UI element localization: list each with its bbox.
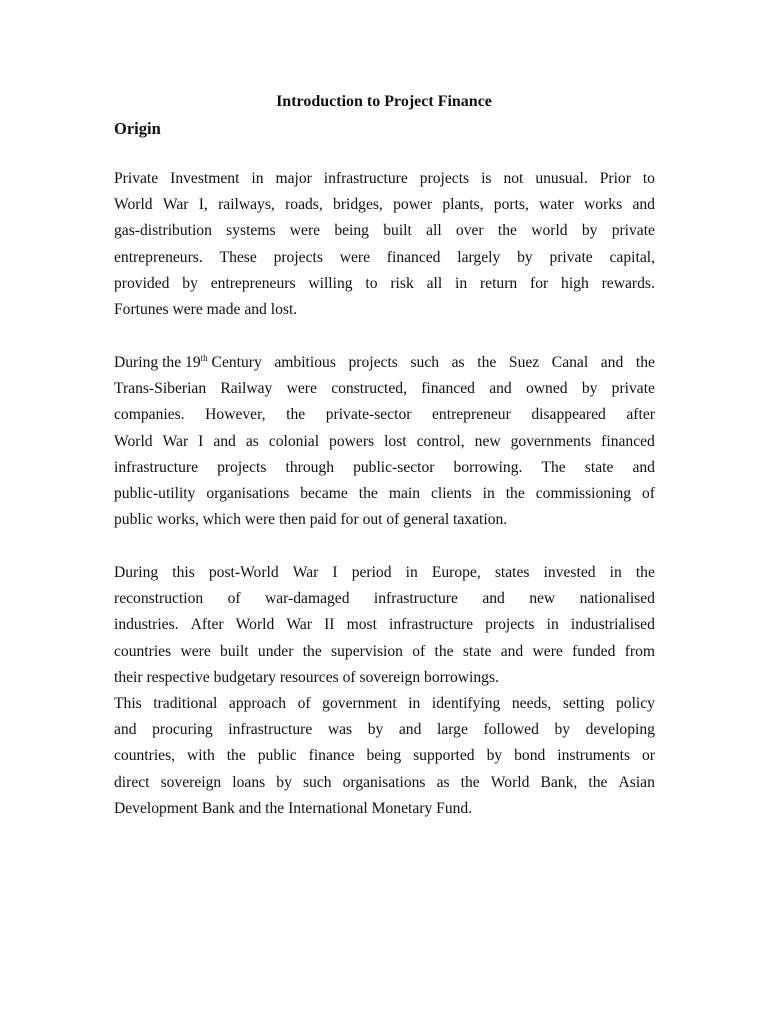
paragraph-line: their respective budgetary resources of sovereign borrowings. bbox=[114, 668, 499, 686]
paragraph-line: provided by entrepreneurs willing to risk all in return for high rewards. bbox=[114, 274, 655, 292]
paragraph-line: Fortunes were made and lost. bbox=[114, 300, 298, 318]
paragraph-line: countries, with the public finance being supported by bond instruments or bbox=[114, 747, 655, 765]
paragraph-line: Trans-Siberian Railway were constructed, financed and owned by private bbox=[114, 380, 655, 398]
document-title: Introduction to Project Finance bbox=[276, 93, 492, 110]
paragraph-line: public works, which were then paid for out of general taxation. bbox=[114, 511, 508, 529]
ordinal-superscript: th bbox=[200, 352, 208, 363]
paragraph-line: entrepreneurs. These projects were financed largely by private capital, bbox=[114, 248, 655, 266]
paragraph-line: direct sovereign loans by such organisations as the World Bank, the Asian bbox=[114, 773, 655, 791]
paragraph-line: and procuring infrastructure was by and large followed by developing bbox=[114, 721, 655, 739]
paragraph-3 bbox=[114, 560, 655, 691]
paragraph-line: Development Bank and the International Monetary Fund. bbox=[114, 799, 473, 817]
paragraph-line: infrastructure projects through public-sector borrowing. The state and bbox=[114, 458, 655, 476]
paragraph-line: public-utility organisations became the main clients in the commissioning of bbox=[114, 484, 655, 502]
paragraph-line: World War I and as colonial powers lost control, new governments financed bbox=[114, 432, 655, 450]
paragraph-line: During this post-World War I period in Europe, states invested in the bbox=[114, 564, 655, 581]
paragraph-4 bbox=[114, 691, 655, 822]
paragraph-line: reconstruction of war-damaged infrastructure and new nationalised bbox=[114, 590, 655, 608]
paragraph-2 bbox=[114, 350, 655, 533]
section-heading: Origin bbox=[114, 119, 161, 138]
paragraph-line: companies. However, the private-sector entrepreneur disappeared after bbox=[114, 406, 655, 424]
paragraph-line: industries. After World War II most infrastructure projects in industrialised bbox=[114, 616, 655, 634]
paragraph-line: Private Investment in major infrastructure projects is not unusual. Prior to bbox=[114, 170, 655, 187]
paragraph-line: World War I, railways, roads, bridges, power plants, ports, water works and bbox=[114, 196, 655, 214]
paragraph-line-with-superscript: During the 19th Century ambitious projects such as the Suez Canal and the bbox=[114, 352, 655, 371]
paragraph-line: countries were built under the supervision of the state and were funded from bbox=[114, 642, 655, 660]
paragraph-1 bbox=[114, 166, 655, 323]
paragraph-line: gas-distribution systems were being built all over the world by private bbox=[114, 222, 655, 240]
paragraph-line: This traditional approach of government in identifying needs, setting policy bbox=[114, 695, 655, 712]
